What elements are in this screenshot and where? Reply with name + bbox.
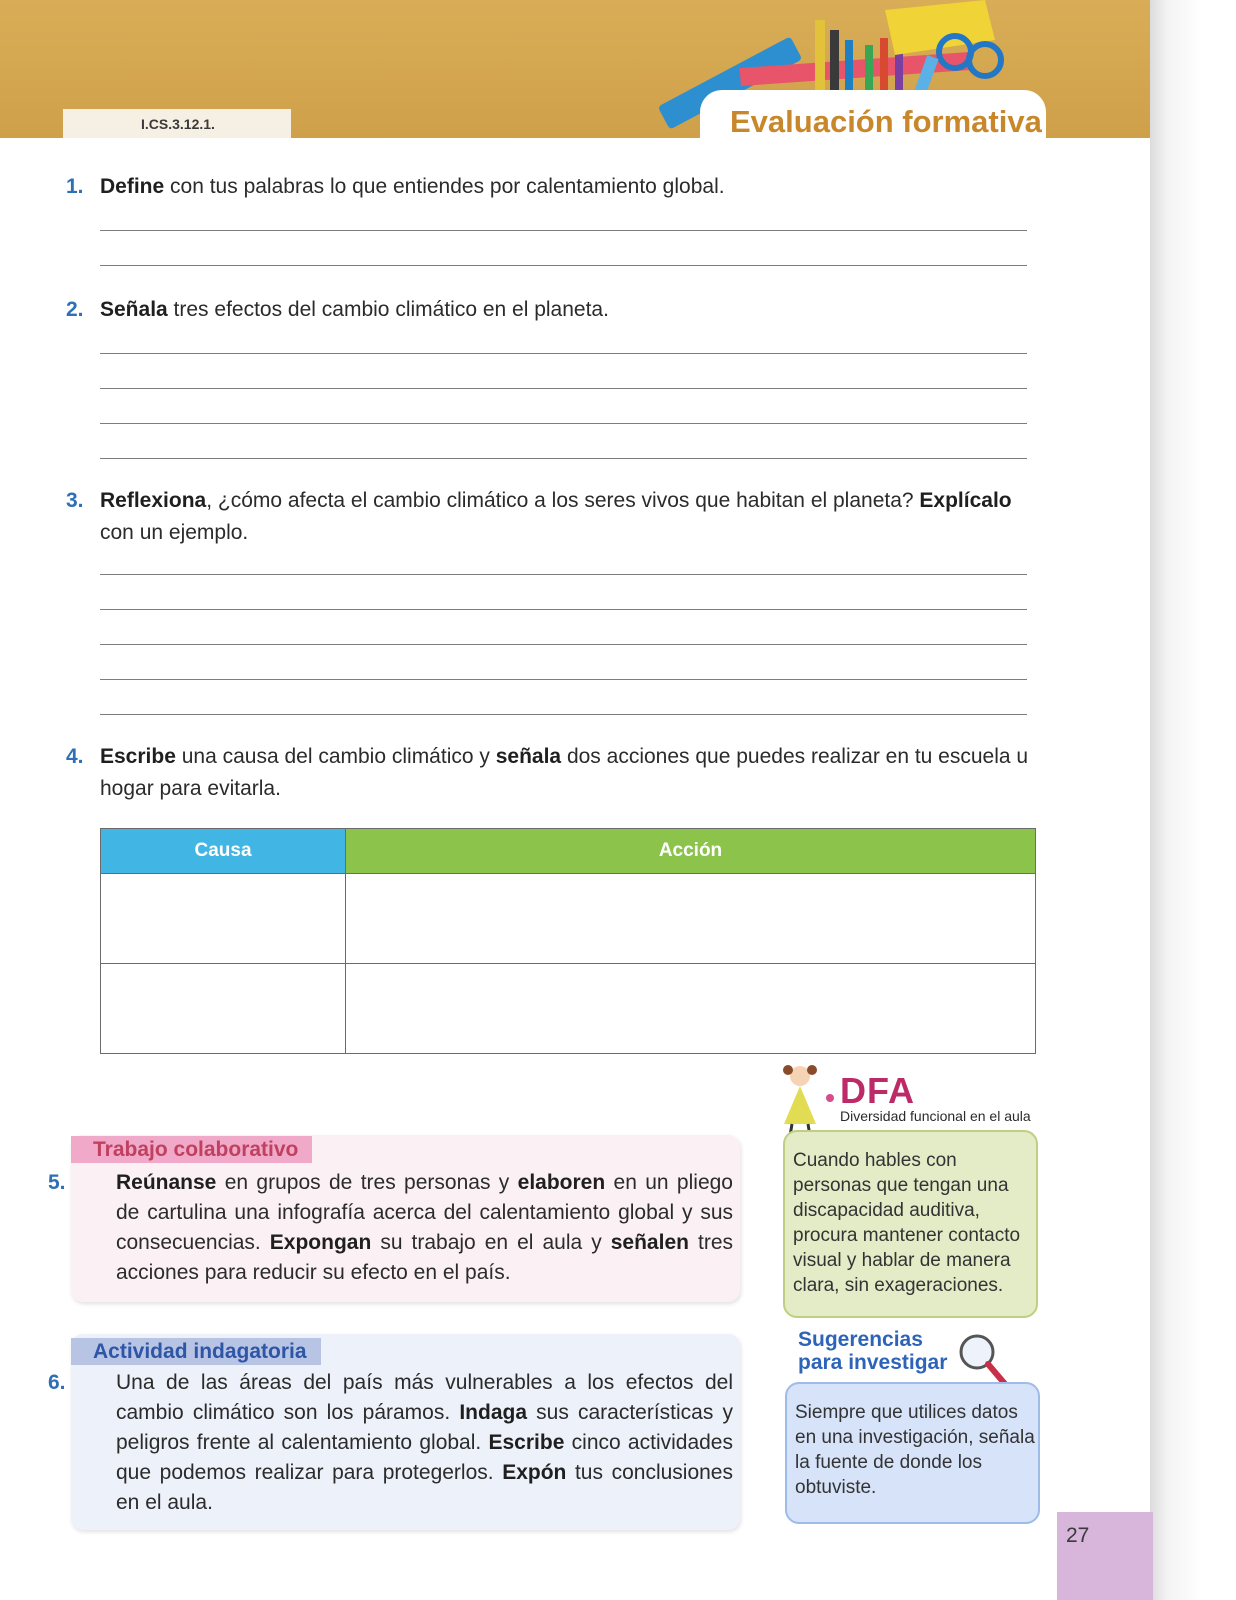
question-text: , ¿cómo afecta el cambio climático a los seres vivos que habitan el planeta? [206,489,920,512]
answer-line[interactable] [100,458,1027,459]
activity-text: tus conclusiones en el aula. [116,1461,733,1514]
question-1 [66,171,1046,203]
suggestions-text: Siempre que utilices datos en una investigación, señala la fuente de donde los obtuviste. [795,1402,1035,1498]
answer-line[interactable] [100,644,1027,645]
activity-text: en grupos de tres personas y [216,1171,518,1194]
suggestions-title-line: Sugerencias [798,1328,923,1351]
question-number: 1. [66,175,84,198]
dfa-text: Cuando hables con personas que tengan una discapacidad auditiva, procura mantener contacto visual y hablar de manera clara, sin exageraciones. [793,1150,1021,1296]
activity-text: cinco actividades que podemos realizar para protegerlos. [116,1431,733,1484]
question-text: tres efectos del cambio climático en el planeta. [167,298,609,321]
activity-text: tres acciones para reducir su efecto en el país. [116,1231,733,1284]
activity-number: 5. [48,1171,66,1194]
question-verb-2: señala [495,745,562,768]
question-text: una causa del cambio climático y [175,745,496,768]
activity-verb: Expongan [269,1231,372,1254]
cause-action-table [100,828,1036,1054]
table-cell-causa[interactable] [101,964,346,1054]
dfa-title: DFA [840,1070,915,1111]
activity-verb: señalen [610,1231,689,1254]
suggestions-title-line: para investigar [798,1351,948,1374]
table-cell-causa[interactable] [101,874,346,964]
answer-line[interactable] [100,679,1027,680]
answer-line[interactable] [100,574,1027,575]
activity-verb: Reúnanse [116,1171,217,1194]
page-number: 27 [1066,1524,1090,1547]
activity-text: Una de las áreas del país más vulnerables a los efectos del cambio climático son los páramos. [116,1371,733,1424]
curriculum-code: I.CS.3.12.1. [63,109,291,138]
answer-line[interactable] [100,353,1027,354]
activity-verb: elaboren [517,1171,606,1194]
question-text: con tus palabras lo que entiendes por calentamiento global. [164,175,725,198]
girl-illustration [770,1058,840,1138]
question-verb: Define [100,175,165,198]
column-header-accion: Acción [346,829,1036,874]
activity-verb: Escribe [488,1431,565,1454]
answer-line[interactable] [100,388,1027,389]
research-activity-text [48,1368,733,1518]
activity-text: su trabajo en el aula y [371,1231,611,1254]
activity-text: en un pliego de cartulina una infografía acerca del calentamiento global y sus consecuencias. [116,1171,733,1254]
magnifier-icon [955,1330,1011,1390]
question-3 [66,485,1046,549]
question-4 [66,741,1046,805]
question-2 [66,294,1046,326]
question-verb: Señala [100,298,168,321]
question-number: 4. [66,745,84,768]
answer-line[interactable] [100,609,1027,610]
question-verb-2: Explícalo [919,489,1012,512]
question-number: 2. [66,298,84,321]
collaborative-work-text [48,1168,733,1288]
table-cell-accion[interactable] [346,964,1036,1054]
activity-verb: Indaga [459,1401,528,1424]
question-continuation: con un ejemplo. [100,521,249,544]
dfa-subtitle: Diversidad funcional en el aula [840,1108,1031,1124]
answer-line[interactable] [100,714,1027,715]
activity-number: 6. [48,1371,66,1394]
activity-verb: Expón [502,1461,567,1484]
page-title: Evaluación formativa [730,104,1042,139]
column-header-causa: Causa [101,829,346,874]
research-activity-tag: Actividad indagatoria [71,1338,321,1365]
question-verb: Escribe [100,745,176,768]
question-number: 3. [66,489,84,512]
question-continuation: hogar para evitarla. [100,777,281,800]
question-verb: Reflexiona [100,489,207,512]
answer-line[interactable] [100,423,1027,424]
page-edge-shadow [1150,0,1236,1600]
answer-line[interactable] [100,230,1027,231]
question-text-2: dos acciones que puedes realizar en tu escuela u [561,745,1029,768]
activity-text: sus características y peligros frente al calentamiento global. [116,1401,733,1454]
collaborative-work-tag: Trabajo colaborativo [71,1136,312,1163]
suggestions-title [798,1328,947,1374]
table-cell-accion[interactable] [346,874,1036,964]
answer-line[interactable] [100,265,1027,266]
